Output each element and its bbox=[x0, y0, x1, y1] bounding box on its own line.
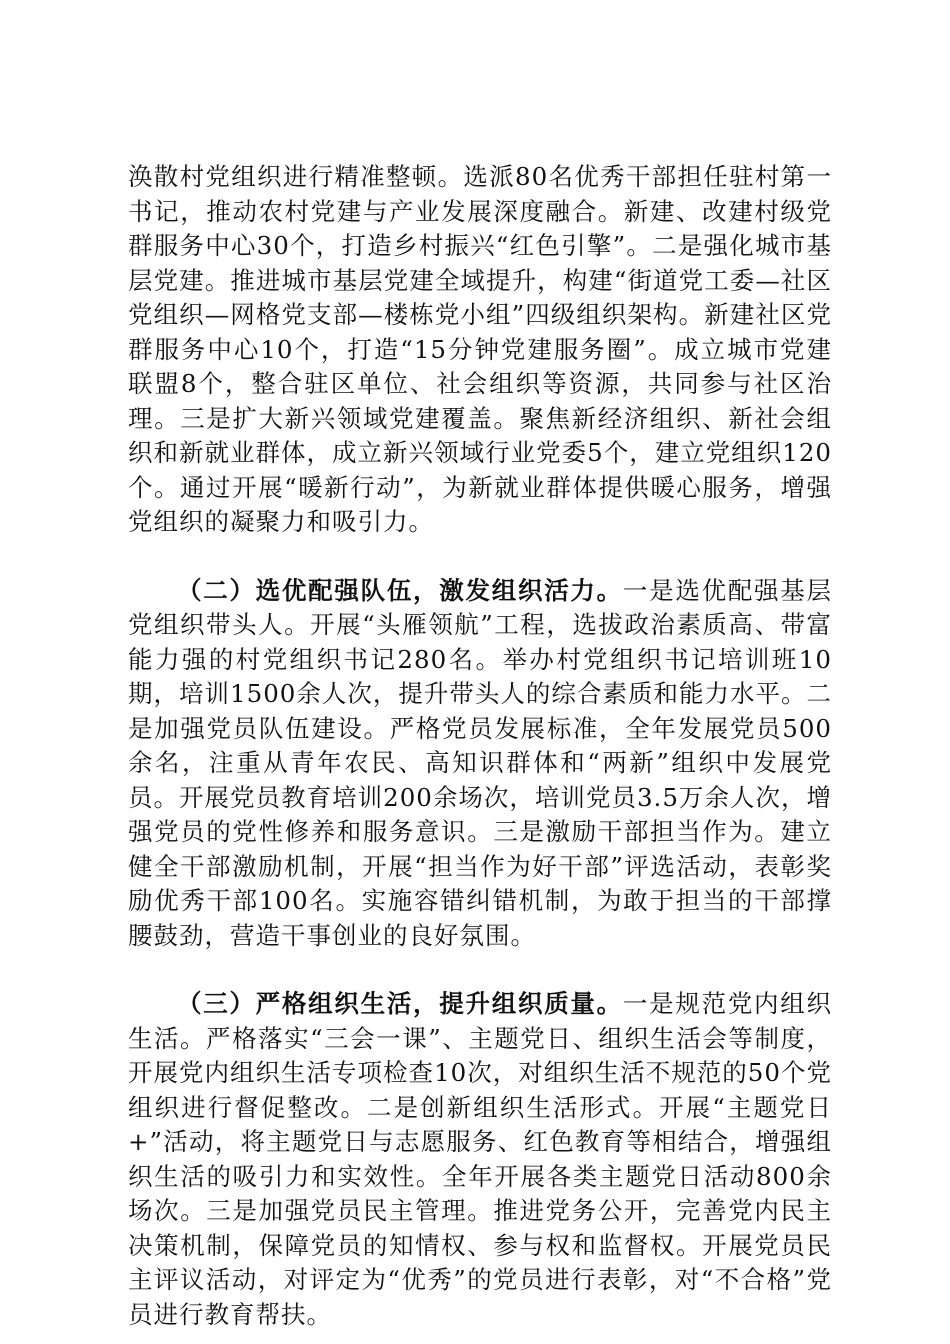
section-3-body: 一是规范党内组织生活。严格落实“三会一课”、主题党日、组织生活会等制度，开展党内组织生活专项检查10次，对组织生活不规范的50个党组织进行督促整改。二是创新组织生活形式。开展“主题党日+”活动，将主题党日与志愿服务、红色教育等相结合，增强组织生活的吸引力和实效性。全年开展各类主题党日活动800余场次。三是加强党员民主管理。推进党务公开，完善党内民主决策机制，保障党员的知情权、参与权和监督权。开展党员民主评议活动，对评定为“优秀”的党员进行表彰，对“不合格”党员进行教育帮扶。 bbox=[128, 989, 833, 1329]
paragraph-section-3 bbox=[128, 987, 832, 1332]
paragraph-section-2 bbox=[128, 574, 832, 954]
paragraph-continuation bbox=[128, 160, 832, 540]
paragraph-1-body: 涣散村党组织进行精准整顿。选派80名优秀干部担任驻村第一书记，推动农村党建与产业发展深度融合。新建、改建村级党群服务中心30个，打造乡村振兴“红色引擎”。二是强化城市基层党建。推进城市基层党建全域提升，构建“街道党工委—社区党组织—网格党支部—楼栋党小组”四级组织架构。新建社区党群服务中心10个，打造“15分钟党建服务圈”。成立城市党建联盟8个，整合驻区单位、社会组织等资源，共同参与社区治理。三是扩大新兴领域党建覆盖。聚焦新经济组织、新社会组织和新就业群体，成立新兴领域行业党委5个，建立党组织120个。通过开展“暖新行动”，为新就业群体提供暖心服务，增强党组织的凝聚力和吸引力。 bbox=[128, 162, 832, 536]
section-2-body: 一是选优配强基层党组织带头人。开展“头雁领航”工程，选拔政治素质高、带富能力强的村党组织书记280名。举办村党组织书记培训班10期，培训1500余人次，提升带头人的综合素质和能力水平。二是加强党员队伍建设。严格党员发展标准，全年发展党员500余名，注重从青年农民、高知识群体和“两新”组织中发展党员。开展党员教育培训200余场次，培训党员3.5万余人次，增强党员的党性修养和服务意识。三是激励干部担当作为。建立健全干部激励机制，开展“担当作为好干部”评选活动，表彰奖励优秀干部100名。实施容错纠错机制，为敢于担当的干部撑腰鼓劲，营造干事创业的良好氛围。 bbox=[128, 575, 833, 950]
section-3-heading: （三）严格组织生活，提升组织质量。 bbox=[177, 989, 623, 1018]
section-2-heading: （二）选优配强队伍，激发组织活力。 bbox=[177, 575, 623, 605]
document-body bbox=[128, 160, 832, 1332]
